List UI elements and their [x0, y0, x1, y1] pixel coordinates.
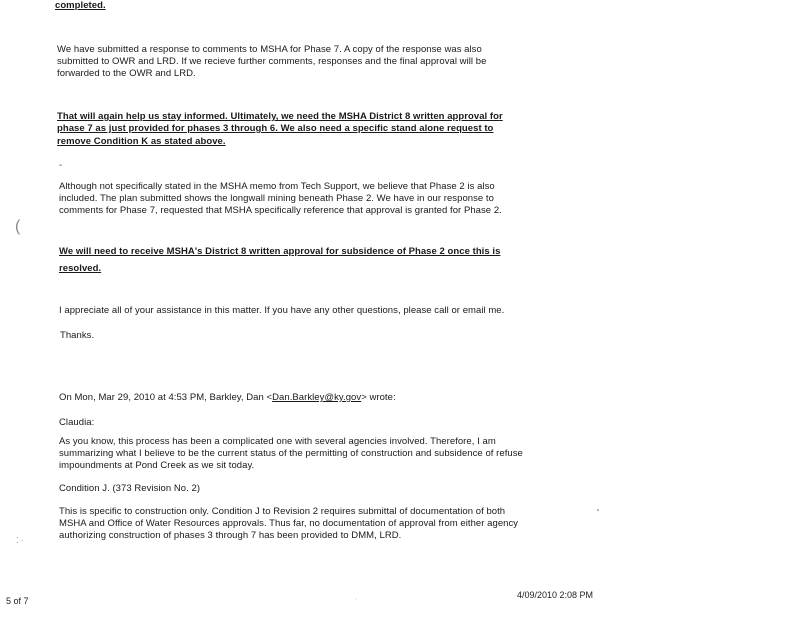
para2-line2: phase 7 as just provided for phases 3 through 6. We also need a specific stand alone request to [57, 123, 494, 134]
para5: I appreciate all of your assistance in this matter. If you have any other questions, please call or email me. [59, 305, 505, 316]
quote-para1-line3: impoundments at Pond Creek as we sit today. [59, 460, 255, 471]
para4-line2: resolved. [59, 263, 102, 274]
quote-header [59, 392, 396, 404]
para2-line1: That will again help us stay informed. Ultimately, we need the MSHA District 8 written approval for [57, 111, 503, 122]
stray-mark: - [59, 160, 63, 171]
left-margin-dots: ⁚ · [16, 536, 24, 545]
scan-mark: ( [15, 218, 21, 235]
top-line: completed. [55, 0, 106, 11]
right-margin-mark: ' [597, 508, 599, 519]
para1-line2: submitted to OWR and LRD. If we recieve further comments, responses and the final approval will be [57, 56, 487, 67]
quote-para2-line3: authorizing construction of phases 3 through 7 has been provided to DMM, LRD. [59, 530, 402, 541]
quote-header-suffix: > wrote: [361, 392, 396, 403]
quote-para2-line2: MSHA and Office of Water Resources approvals. Thus far, no documentation of approval from either agency [59, 518, 519, 529]
quote-para2-line1: This is specific to construction only. Condition J to Revision 2 requires submittal of documentation of both [59, 506, 506, 517]
thanks-line: Thanks. [60, 330, 95, 341]
salutation: Claudia: [59, 417, 95, 428]
footer-timestamp: 4/09/2010 2:08 PM [517, 590, 594, 600]
page-number: 5 of 7 [6, 596, 29, 606]
quote-header-email[interactable]: Dan.Barkley@ky.gov [272, 392, 362, 403]
para3-line1: Although not specifically stated in the MSHA memo from Tech Support, we believe that Phase 2 is also [59, 181, 495, 192]
para1-line1: We have submitted a response to comments to MSHA for Phase 7. A copy of the response was also [57, 44, 482, 55]
footer-dot: · [355, 596, 358, 603]
quote-para1-line2: summarizing what I believe to be the current status of the permitting of construction and subsidence of refuse [59, 448, 523, 459]
para3-line2: included. The plan submitted shows the longwall mining beneath Phase 2. We have in our response to [59, 193, 494, 204]
quote-header-prefix: On Mon, Mar 29, 2010 at 4:53 PM, Barkley, Dan < [59, 392, 273, 403]
para1-line3: forwarded to the OWR and LRD. [57, 68, 196, 79]
condition-heading: Condition J. (373 Revision No. 2) [59, 483, 201, 494]
quote-para1-line1: As you know, this process has been a complicated one with several agencies involved. Therefore, I am [59, 436, 496, 447]
para2-line3: remove Condition K as stated above. [57, 136, 226, 147]
para4-line1: We will need to receive MSHA's District 8 written approval for subsidence of Phase 2 once this is [59, 246, 501, 257]
para3-line3: comments for Phase 7, requested that MSHA specifically reference that approval is granted for Phase 2. [59, 205, 502, 216]
